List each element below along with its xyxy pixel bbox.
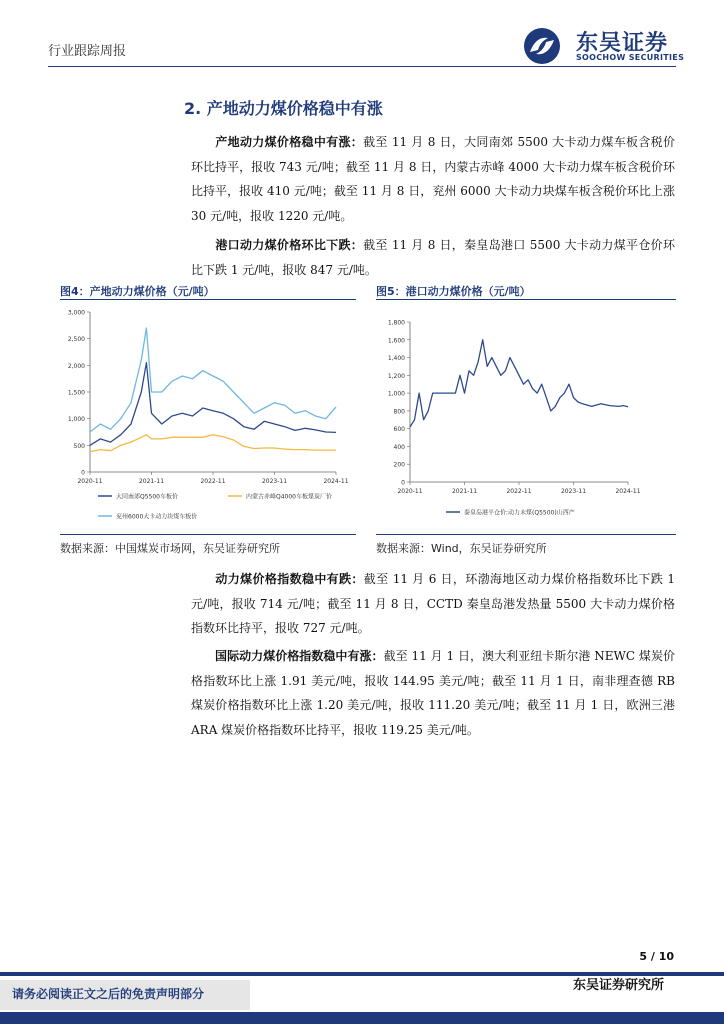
logo-text: 东吴证券 xyxy=(576,31,669,56)
y-tick-label: 400 xyxy=(393,443,405,451)
x-tick-label: 2020-11 xyxy=(397,488,423,495)
series-line-1 xyxy=(90,363,336,446)
figure-4-rule xyxy=(60,299,356,300)
y-tick-label: 200 xyxy=(393,461,405,469)
paragraph-lead: 国际动力煤价格指数稳中有涨： xyxy=(215,649,384,663)
y-tick-label: 1,200 xyxy=(387,372,405,380)
y-tick-label: 500 xyxy=(73,442,85,450)
x-tick-label: 2022-11 xyxy=(200,478,226,485)
y-tick-label: 800 xyxy=(393,408,405,416)
y-tick-label: 2,000 xyxy=(67,362,85,370)
paragraph-lead: 产地动力煤价格稳中有涨： xyxy=(215,135,364,149)
legend-label: 兖州6000大卡动力块煤车板价 xyxy=(116,513,198,521)
figure-4-bottom-rule xyxy=(60,534,356,535)
paragraph-port-price xyxy=(191,233,675,282)
figure-4-source: 数据来源：中国煤炭市场网，东吴证券研究所 xyxy=(60,542,280,555)
x-tick-label: 2024-11 xyxy=(323,478,349,485)
footer-institute: 东吴证券研究所 xyxy=(572,978,664,993)
paragraph-body: 截至 11 月 8 日，大同南郊 5500 大卡动力煤车板含税价环比持平，报收 743 元/吨；截至 11 月 8 日，内蒙古赤峰 4000 大卡动力煤车板含税价环比持平，报收 410 元/吨；截至 11 月 8 日，兖州 6000 大卡动力块煤车板含税价环比上涨 30 元/吨，报收 1220 元/吨。 xyxy=(191,135,675,223)
section-title: 2. 产地动力煤价格稳中有涨 xyxy=(184,99,383,118)
figure-4-title: 图4：产地动力煤价格（元/吨） xyxy=(60,285,215,298)
y-tick-label: 3,000 xyxy=(67,309,85,317)
paragraph-origin-price xyxy=(191,130,675,228)
x-tick-label: 2021-11 xyxy=(451,488,478,495)
series-line-3 xyxy=(90,328,336,432)
x-tick-label: 2024-11 xyxy=(615,488,641,495)
legend-label: 内蒙古赤峰Q4000车板煤炭厂价 xyxy=(246,493,332,501)
logo-subtext: SOOCHOW SECURITIES xyxy=(576,53,685,62)
y-tick-label: 600 xyxy=(393,426,405,434)
x-tick-label: 2020-11 xyxy=(77,478,103,485)
y-tick-label: 1,800 xyxy=(387,319,405,327)
figure-5-rule xyxy=(376,299,676,300)
legend-label: 秦皇岛港平仓价:动力末煤(Q5500)山西产 xyxy=(464,509,575,517)
y-tick-label: 0 xyxy=(401,479,405,487)
series-line-1 xyxy=(410,340,628,427)
figure-5-bottom-rule xyxy=(376,534,676,535)
chart-origin-coal-price xyxy=(60,304,356,532)
paragraph-lead: 动力煤价格指数稳中有跌： xyxy=(215,572,364,586)
footer-bottom-bar xyxy=(0,1012,724,1024)
figure-5-title: 图5：港口动力煤价格（元/吨） xyxy=(376,285,531,298)
y-tick-label: 1,600 xyxy=(387,337,405,345)
footer-disclaimer: 请务必阅读正文之后的免责声明部分 xyxy=(12,987,205,1001)
paragraph-lead: 港口动力煤价格环比下跌： xyxy=(215,238,364,252)
y-tick-label: 1,400 xyxy=(387,355,405,363)
legend-label: 大同南郊Q5500车板价 xyxy=(116,493,178,501)
paragraph-international-index xyxy=(191,644,675,742)
figure-5-source: 数据来源：Wind，东吴证券研究所 xyxy=(376,542,547,555)
x-tick-label: 2023-11 xyxy=(560,488,587,495)
paragraph-body: 截至 11 月 1 日，澳大利亚纽卡斯尔港 NEWC 煤炭价格指数环比上涨 1.91 美元/吨，报收 144.95 美元/吨；截至 11 月 1 日，南非理查德 RB 煤炭价格指数环比上涨 1.20 美元/吨，报收 111.20 美元/吨；截至 11 月 1 日，欧洲三港 ARA 煤炭价格指数环比持平，报收 119.25 美元/吨。 xyxy=(191,649,675,737)
y-tick-label: 2,500 xyxy=(67,336,85,344)
series-line-2 xyxy=(90,435,336,452)
y-tick-label: 0 xyxy=(81,469,85,477)
x-tick-label: 2023-11 xyxy=(261,478,288,485)
paragraph-price-index xyxy=(191,567,675,641)
logo-icon xyxy=(520,26,570,66)
paragraph-body: 截至 11 月 8 日，秦皇岛港口 5500 大卡动力煤平仓价环比下跌 1 元/吨，报收 847 元/吨。 xyxy=(191,238,675,277)
x-tick-label: 2021-11 xyxy=(138,478,165,485)
paragraph-body: 截至 11 月 6 日，环渤海地区动力煤价格指数环比下跌 1 元/吨，报收 714 元/吨；截至 11 月 8 日，CCTD 秦皇岛港发热量 5500 大卡动力煤价格指数环比持平，报收 727 元/吨。 xyxy=(191,572,675,635)
page-number: 5 / 10 xyxy=(639,950,674,963)
y-tick-label: 1,500 xyxy=(67,389,85,397)
report-type: 行业跟踪周报 xyxy=(48,44,127,59)
chart-port-coal-price xyxy=(376,304,676,532)
header-divider xyxy=(48,66,676,67)
y-tick-label: 1,000 xyxy=(67,416,85,424)
y-tick-label: 1,000 xyxy=(387,390,405,398)
x-tick-label: 2022-11 xyxy=(506,488,532,495)
